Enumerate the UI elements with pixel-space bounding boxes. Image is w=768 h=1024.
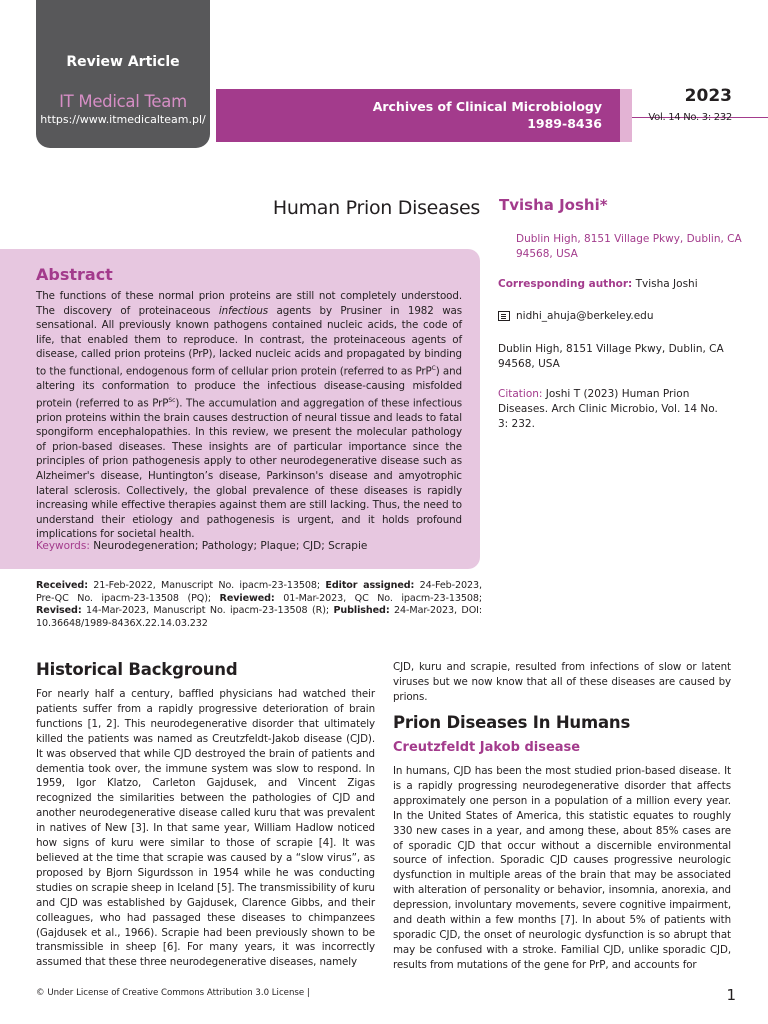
citation bbox=[498, 387, 728, 432]
journal-name: Archives of Clinical Microbiology bbox=[372, 99, 602, 114]
volume-info: Vol. 14 No. 3: 232 bbox=[648, 112, 732, 123]
journal-band-accent bbox=[620, 89, 632, 142]
mail-icon bbox=[498, 311, 510, 321]
abstract-text-part: ). The accumulation and aggregation of these infectious prion proteins within the brain causes destruction of neural tissue and leads to fatal spongiform encephalopathies. In this review, we present the molecular pathology of prion-based diseases. These insights are of particular importance since the principles of prion pathogenesis apply to other neurodegenerative disease such as Alzheimer's disease, Huntington’s disease, Parkinson's disease and amyotrophic lateral sclerosis. Collectively, the global prevalence of these diseases is rapidly increasing while effective therapies against them are still lacking. Thus, the need to understand their etiology and pathogenesis is urgent, and it holds profound implications for societal health. bbox=[36, 397, 462, 541]
keywords bbox=[36, 540, 476, 552]
section-heading-prion-humans: Prion Diseases In Humans bbox=[393, 713, 631, 732]
email-address[interactable]: nidhi_ahuja@berkeley.edu bbox=[516, 310, 654, 322]
page-number: 1 bbox=[726, 986, 736, 1004]
abstract-text-part: The functions of these normal prion proteins are still not completely understood. The discovery of proteinaceous bbox=[36, 290, 462, 317]
historical-text-continued: CJD, kuru and scrapie, resulted from infections of slow or latent viruses but we now know that all of these diseases are caused by prions. bbox=[393, 661, 731, 703]
publication-year: 2023 bbox=[684, 86, 732, 106]
revised-label: Revised: bbox=[36, 605, 82, 617]
published-date: 24-Mar-2023, DOI: 10.36648/1989-8436X.22.14.03.232 bbox=[36, 605, 483, 629]
corresponding-author bbox=[498, 277, 738, 292]
reviewed-label: Reviewed: bbox=[219, 592, 275, 604]
corresponding-label: Corresponding author: bbox=[498, 278, 633, 290]
publisher-logo: IT Medical Team bbox=[59, 92, 187, 111]
abstract-text-part: agents by Prusiner in 1982 was sensational. All previously known pathogens contained nucleic acids, the code of life, that enabled them to reproduce. In contrast, the proteinaceous agents of disease, called prion proteins (PrP), lacked nucleic acids and propagated by binding to the functional, endogenous form of cellular prion protein (referred to as PrP bbox=[36, 304, 462, 378]
license-footer: © Under License of Creative Commons Attribution 3.0 License | bbox=[36, 988, 310, 998]
keywords-label: Keywords: bbox=[36, 540, 90, 552]
historical-text: For nearly half a century, baffled physicians had watched their patients suffer from a rapidly progressive deterioration of brain functions [1, 2]. This neurodegenerative disorder that ultimately killed the patients was named as Creutzfeldt-Jakob disease (CJD). It was observed that while CJD destroyed the brain of patients and dementia took over, the immune system was slow to respond. In 1959, Igor Klatzo, Carleton Gajdusek, and Vincent Zigas recognized the similarities between the pathologies of CJD and another neurodegenerative disease called kuru that was prevalent in natives of New [3]. In that same year, William Hadlow noticed how signs of kuru were similar to those of scrapie [4]. It was believed at the time that scrapie was caused by a “slow virus”, as proposed by Bjorn Sigurdsson in 1954 while he was conducting studies on scrapie sheep in Iceland [5]. The transmissibility of kuru and CJD was established by Gajdusek, Clarence Gibbs, and their colleagues, who had passaged these diseases to chimpanzees (Gajdusek et al., 1966). Scrapie had been previously shown to be transmissible in sheep [6]. For many years, it was incorrectly assumed that these three neurodegenerative diseases, namely bbox=[36, 688, 375, 969]
manuscript-dates bbox=[36, 580, 482, 630]
article-type: Review Article bbox=[66, 54, 180, 70]
revised-date: 14-Mar-2023, Manuscript No. ipacm-23-13508 (R); bbox=[81, 605, 334, 617]
corresponding-name: Tvisha Joshi bbox=[632, 278, 698, 290]
abstract-heading: Abstract bbox=[36, 265, 113, 284]
author-name: Tvisha Joshi* bbox=[499, 196, 608, 214]
citation-label: Citation: bbox=[498, 388, 543, 400]
email-line bbox=[498, 309, 738, 324]
abstract-text bbox=[36, 289, 462, 542]
superscript: C bbox=[431, 364, 436, 372]
cjd-text: In humans, CJD has been the most studied prion-based disease. It is a rapidly progressing neurodegenerative disorder that affects approximately one person in a population of a million every year. In the United States of America, this statistic equates to roughly 330 new cases in a year, and among these, about 85% cases are of sporadic CJD that occur without a discernible environmental source of infection. Sporadic CJD causes progressive neurologic dysfunction in multiple areas of the brain that may be associated with alteration of personality or behavior, insomnia, anorexia, and depression, involuntary movements, severe cognitive impairment, and death within a few months [7]. In about 5% of patients with sporadic CJD, the onset of neurologic dysfunction is so abrupt that may be confused with a stroke. Familial CJD, unlike sporadic CJD, results from mutations of the gene for PrP, and accounts for bbox=[393, 765, 731, 971]
editor-label: Editor assigned: bbox=[325, 580, 415, 591]
author-address: Dublin High, 8151 Village Pkwy, Dublin, CA 94568, USA bbox=[498, 343, 724, 370]
article-title: Human Prion Diseases bbox=[272, 197, 480, 219]
author-affiliation: Dublin High, 8151 Village Pkwy, Dublin, CA 94568, USA bbox=[516, 233, 742, 260]
published-label: Published: bbox=[333, 605, 390, 617]
superscript: Sc bbox=[168, 396, 176, 404]
citation-text: Joshi T (2023) Human Prion Diseases. Arch Clinic Microbio, Vol. 14 No. 3: 232. bbox=[498, 388, 718, 430]
keywords-list: Neurodegeneration; Pathology; Plaque; CJD; Scrapie bbox=[89, 540, 368, 552]
abstract-text-part: ) and altering its conformation to produce the infectious disease-causing misfolded protein (referred to as PrP bbox=[36, 365, 462, 409]
subsection-heading-cjd: Creutzfeldt Jakob disease bbox=[393, 740, 581, 755]
section-heading-historical: Historical Background bbox=[36, 660, 238, 679]
reviewed-date: 01-Mar-2023, QC No. ipacm-23-13508; bbox=[274, 592, 483, 604]
editor-date: 24-Feb-2023, Pre-QC No. ipacm-23-13508 (PQ); bbox=[36, 580, 482, 604]
received-label: Received: bbox=[36, 580, 88, 591]
abstract-text-italic: infectious bbox=[218, 304, 269, 317]
publisher-url[interactable]: https://www.itmedicalteam.pl/ bbox=[40, 113, 206, 126]
received-date: 21-Feb-2022, Manuscript No. ipacm-23-13508; bbox=[87, 580, 326, 591]
journal-issn: 1989-8436 bbox=[527, 116, 602, 131]
